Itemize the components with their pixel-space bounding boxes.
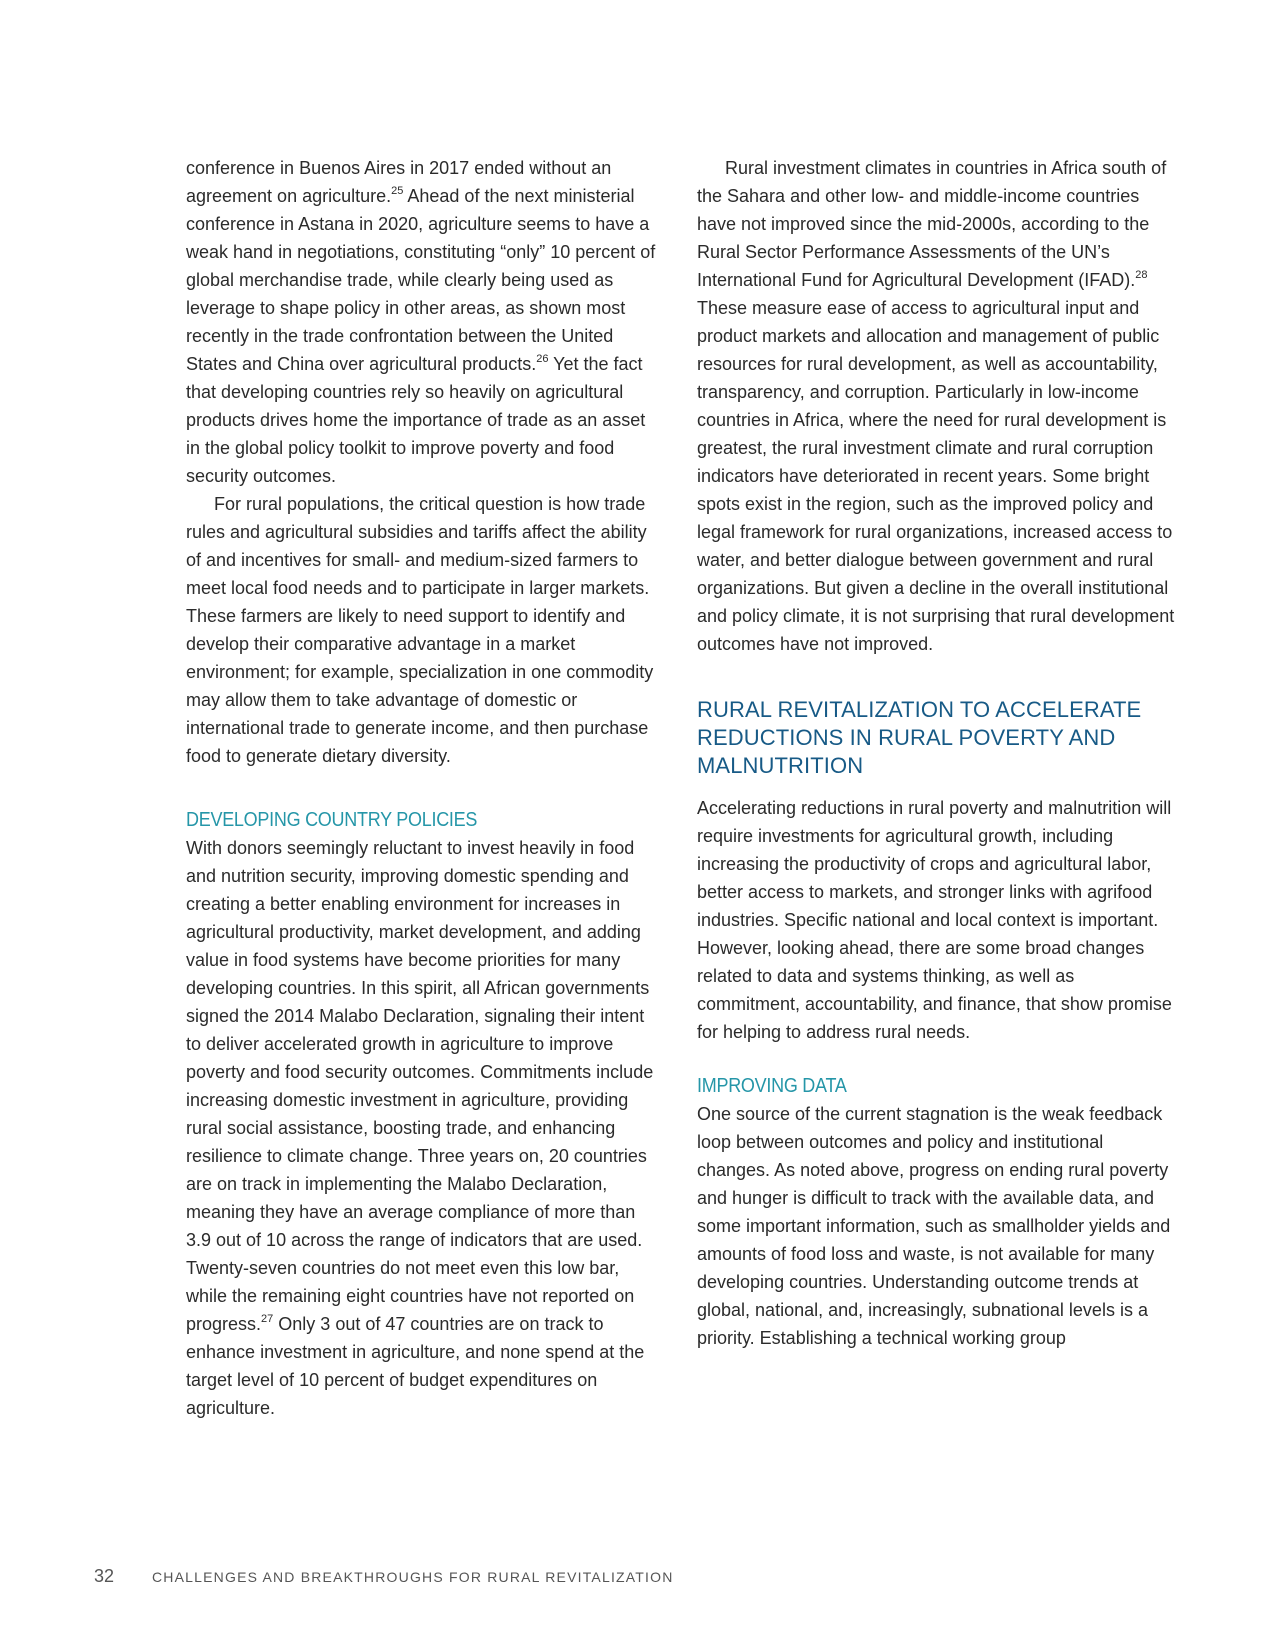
left-column — [186, 154, 664, 1422]
right-paragraph-1: Rural investment climates in countries in Africa south of the Sahara and other low- and middle-income countries have not improved since the mid-2000s, according to the Rural Sector Performance Assessments of the UN’s International Fund for Agricultural Development (IFAD).$^{28}$ These measure ease of access to agricultural input and product markets and allocation and management of public resources for rural development, as well as accountability, transparency, and corruption. Particularly in low-income countries in Africa, where the need for rural development is greatest, the rural investment climate and rural corruption indicators have deteriorated in recent years. Some bright spots exist in the region, such as the improved policy and legal framework for rural organizations, increased access to water, and better dialogue between government and rural organizations. But given a decline in the overall institutional and policy climate, it is not surprising that rural development outcomes have not improved. — [697, 158, 1175, 654]
right-column — [697, 154, 1177, 1352]
left-paragraph-3: With donors seemingly reluctant to invest heavily in food and nutrition security, improving domestic spending and creating a better enabling environment for increases in agricultural productivity, market development, and adding value in food systems have become priorities for many developing countries. In this spirit, all African governments signed the 2014 Malabo Declaration, signaling their intent to deliver accelerated growth in agriculture to improve poverty and food security outcomes. Commitments include increasing domestic investment in agriculture, providing rural social assistance, boosting trade, and enhancing resilience to climate change. Three years on, 20 countries are on track in implementing the Malabo Declaration, meaning they have an average compliance of more than 3.9 out of 10 across the range of indicators that are used. Twenty-seven countries do not meet even this low bar, while the remaining eight countries have not reported on progress.$^{27}$ Only 3 out of 47 countries are on track to enhance investment in agriculture, and none spend at the target level of 10 percent of budget expenditures on agriculture. — [186, 838, 654, 1418]
running-title: CHALLENGES AND BREAKTHROUGHS FOR RURAL REVITALIZATION — [152, 1569, 674, 1585]
footnote-ref-26[interactable]: 26 — [536, 353, 549, 365]
heading-improving-data: IMPROVING DATA — [697, 1075, 847, 1097]
section-heading-rural-revitalization: RURAL REVITALIZATION TO ACCELERATE REDUCTIONS IN RURAL POVERTY AND MALNUTRITION — [697, 697, 1142, 778]
heading-developing-country-policies: DEVELOPING COUNTRY POLICIES — [186, 809, 478, 831]
footnote-ref-25[interactable]: 25 — [391, 185, 404, 197]
footnote-ref-28[interactable]: 28 — [1135, 269, 1148, 281]
page-footer — [94, 1566, 674, 1587]
right-paragraph-2: Accelerating reductions in rural poverty and malnutrition will require investments for agricultural growth, including increasing the productivity of crops and agricultural labor, better access to markets, and stronger links with agrifood industries. Specific national and local context is important. However, looking ahead, there are some broad changes related to data and systems thinking, as well as commitment, accountability, and finance, that show promise for helping to address rural needs. — [697, 798, 1172, 1042]
right-paragraph-3: One source of the current stagnation is the weak feedback loop between outcomes and policy and institutional changes. As noted above, progress on ending rural poverty and hunger is difficult to track with the available data, and some important information, such as smallholder yields and amounts of food loss and waste, is not available for many developing countries. Understanding outcome trends at global, national, and, increasingly, subnational levels is a priority. Establishing a technical working group — [697, 1104, 1171, 1348]
left-paragraph-1: conference in Buenos Aires in 2017 ended without an agreement on agriculture.$^{25}$ Ahead of the next ministerial conference in Astana in 2020, agriculture seems to have a weak hand in negotiations, constituting “only” 10 percent of global merchandise trade, while clearly being used as leverage to shape policy in other areas, as shown most recently in the trade confrontation between the United States and China over agricultural products.$^{26}$ Yet the fact that developing countries rely so heavily on agricultural products drives home the importance of trade as an asset in the global policy toolkit to improve poverty and food security outcomes. — [186, 158, 656, 486]
footnote-ref-27[interactable]: 27 — [261, 1313, 274, 1325]
page-number: 32 — [94, 1566, 115, 1586]
left-paragraph-2: For rural populations, the critical question is how trade rules and agricultural subsidies and tariffs affect the ability of and incentives for small- and medium-sized farmers to meet local food needs and to participate in larger markets. These farmers are likely to need support to identify and develop their comparative advantage in a market environment; for example, specialization in one commodity may allow them to take advantage of domestic or international trade to generate income, and then purchase food to generate dietary diversity. — [186, 494, 654, 766]
